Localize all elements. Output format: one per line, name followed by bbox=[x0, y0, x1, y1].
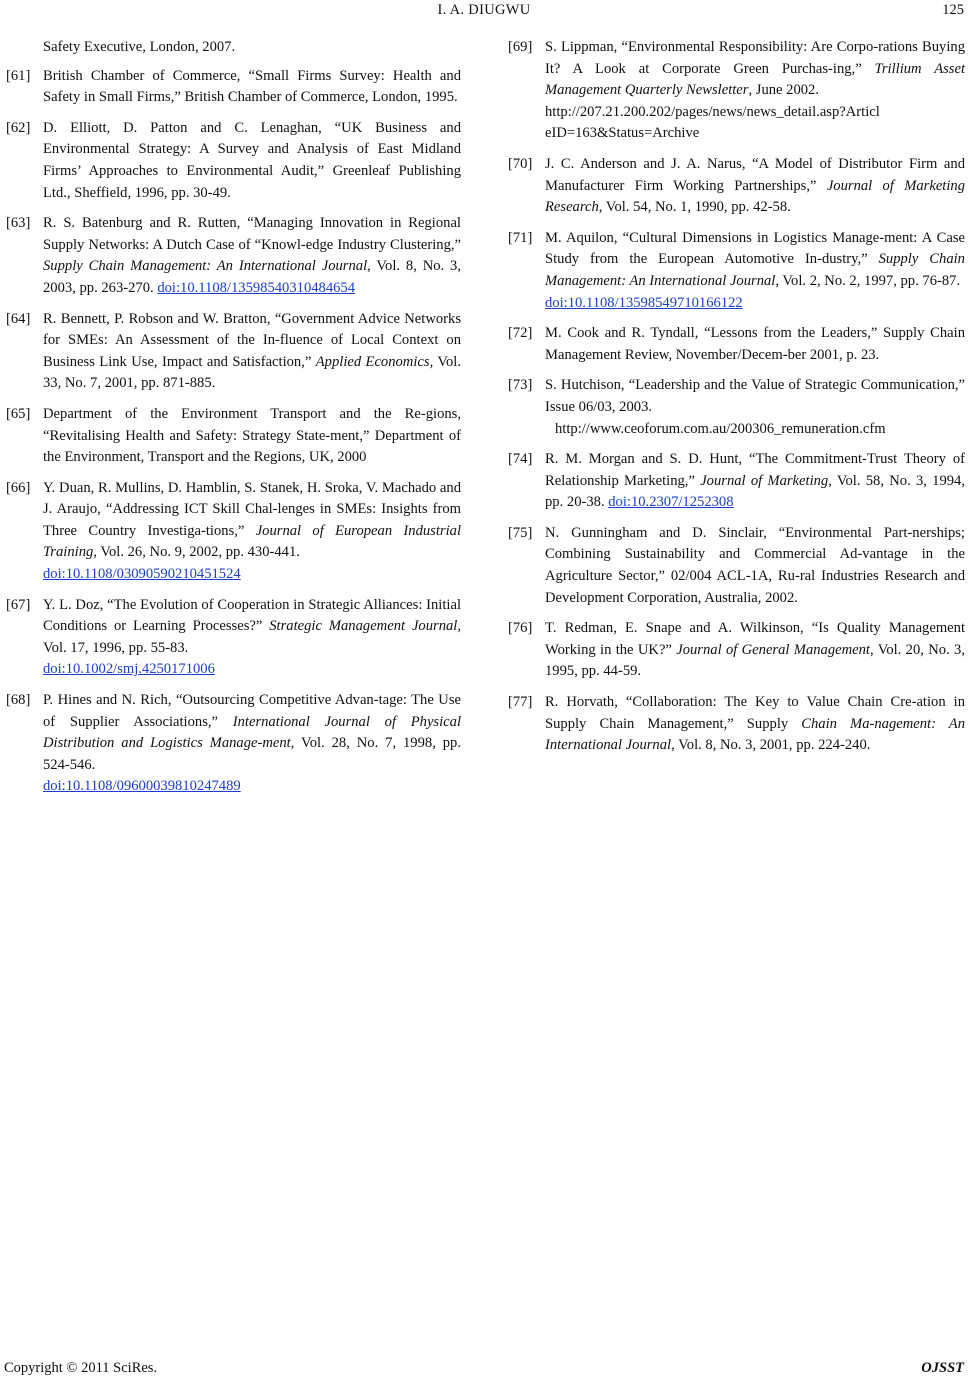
reference-body: S. Hutchison, “Leadership and the Value of Strategic Communication,” Issue 06/03, 2003. bbox=[545, 377, 965, 415]
reference-authors-title: Y. Duan, R. Mullins, D. Hamblin, S. Stanek, H. Sroka, V. Machado and J. Araujo, “Addressing ICT Skill Chal-lenges in SMEs: Insights from Three Country Investiga-tions,” bbox=[43, 479, 461, 539]
reference-item bbox=[508, 323, 965, 366]
doi-link[interactable]: doi:10.1108/13598549710166122 bbox=[545, 294, 743, 311]
reference-body: N. Gunningham and D. Sinclair, “Environmental Part-nerships; Combining Sustainability and Commercial Ad-vantage in the Agriculture Sector,” 02/004 ACL-1A, Ru-ral Industries Research and Development Corporation, Australia, 2002. bbox=[545, 524, 965, 606]
reference-journal: Chain Ma-nagement: An International Journal bbox=[545, 715, 965, 754]
reference-journal: Applied Economics bbox=[315, 353, 430, 370]
reference-item bbox=[508, 375, 965, 440]
reference-text bbox=[545, 323, 965, 366]
reference-journal: Journal of General Management bbox=[676, 641, 870, 658]
reference-details: , Vol. 58, No. 3, 1994, pp. 20-38. bbox=[545, 472, 965, 511]
reference-authors-title: S. Lippman, “Environmental Responsibility: Are Corpo-rations Buying It? A Look at Corporate Green Purchas-ing,” bbox=[545, 39, 965, 77]
reference-journal: International Journal of Physical Distribution and Logistics Manage-ment bbox=[43, 713, 461, 752]
reference-number: [74] bbox=[508, 451, 533, 468]
reference-details: , Vol. 26, No. 9, 2002, pp. 430-441. bbox=[93, 544, 300, 561]
reference-details: , Vol. 33, No. 7, 2001, pp. 871-885. bbox=[43, 353, 461, 392]
reference-text bbox=[545, 154, 965, 219]
reference-item bbox=[6, 478, 461, 586]
reference-item bbox=[6, 118, 461, 204]
reference-authors-title: R. M. Morgan and S. D. Hunt, “The Commitment-Trust Theory of Relationship Marketing,” bbox=[545, 451, 965, 489]
reference-item bbox=[508, 37, 965, 145]
reference-number: [69] bbox=[508, 39, 533, 55]
reference-authors-title: R. Horvath, “Collaboration: The Key to Value Chain Cre-ation in Supply Chain Management,” Supply bbox=[545, 694, 965, 732]
right-column bbox=[508, 37, 965, 766]
reference-number: [64] bbox=[6, 310, 31, 327]
reference-body: D. Elliott, D. Patton and C. Lenaghan, “UK Business and Environmental Strategy: A Survey and Analysis of East Midland Firms’ Approaches to Environmental Audit,” Greenleaf Publishing Ltd., Sheffield, 1996, pp. 30-49. bbox=[43, 119, 461, 201]
reference-item bbox=[508, 618, 965, 683]
reference-item bbox=[508, 692, 965, 757]
reference-details: , June 2002. bbox=[748, 82, 820, 99]
page-footer bbox=[0, 1360, 968, 1380]
reference-journal: Journal of Marketing Research bbox=[545, 177, 965, 216]
reference-item bbox=[508, 523, 965, 609]
reference-details: , Vol. 20, No. 3, 1995, pp. 44-59. bbox=[545, 641, 966, 680]
reference-text bbox=[43, 478, 461, 586]
reference-number: [63] bbox=[6, 215, 31, 232]
reference-journal: Journal of Marketing bbox=[700, 472, 829, 489]
reference-text bbox=[545, 449, 965, 514]
reference-number: [67] bbox=[6, 596, 31, 613]
reference-url[interactable]: http://207.21.200.202/pages/news/news_detail.asp?Articl bbox=[545, 103, 880, 120]
reference-text bbox=[43, 118, 461, 204]
reference-number: [62] bbox=[6, 119, 31, 136]
reference-number: [76] bbox=[508, 620, 533, 637]
reference-details: , Vol. 28, No. 7, 1998, pp. 524-546. bbox=[43, 735, 461, 773]
reference-body: Department of the Environment Transport and the Re-gions, “Revitalising Health and Safety: Strategy State-ment,” Department of the Environment, Transport and the Regions, UK, 2000 bbox=[43, 405, 461, 466]
reference-text bbox=[43, 404, 461, 469]
copyright-notice: Copyright © 2011 SciRes. bbox=[4, 1360, 158, 1376]
reference-authors-title: T. Redman, E. Snape and A. Wilkinson, “Is Quality Management Working in the UK?” bbox=[545, 620, 965, 658]
page-number: 125 bbox=[942, 2, 964, 18]
reference-authors-title: Y. L. Doz, “The Evolution of Cooperation in Strategic Alliances: Initial Conditions or Learning Processes?” bbox=[43, 596, 461, 635]
reference-details: , Vol. 54, No. 1, 1990, pp. 42-58. bbox=[598, 199, 791, 216]
doi-link[interactable]: doi:10.2307/1252308 bbox=[608, 494, 734, 511]
reference-authors-title: M. Aquilon, “Cultural Dimensions in Logistics Manage-ment: A Case Study from the European Automotive In-dustry,” bbox=[545, 229, 965, 268]
reference-journal: Strategic Management Journal bbox=[269, 618, 458, 635]
running-header-author: I. A. DIUGWU bbox=[437, 2, 531, 18]
reference-text bbox=[545, 618, 965, 683]
reference-number: [75] bbox=[508, 524, 533, 541]
reference-body: M. Cook and R. Tyndall, “Lessons from the Leaders,” Supply Chain Management Review, November/Decem-ber 2001, p. 23. bbox=[545, 325, 965, 363]
reference-text bbox=[43, 213, 461, 299]
reference-text bbox=[545, 228, 965, 314]
reference-details: , Vol. 8, No. 3, 2003, pp. 263-270. bbox=[43, 258, 461, 296]
reference-details: , Vol. 2, No. 2, 1997, pp. 76-87. bbox=[775, 272, 961, 289]
reference-authors-title: P. Hines and N. Rich, “Outsourcing Competitive Advan-tage: The Use of Supplier Associations,” bbox=[43, 692, 461, 730]
reference-number: [77] bbox=[508, 694, 533, 711]
reference-number: [65] bbox=[6, 405, 31, 422]
reference-number: [66] bbox=[6, 479, 31, 496]
reference-journal: Journal of European Industrial Training bbox=[43, 522, 462, 561]
right-reference-list bbox=[508, 37, 965, 757]
reference-item bbox=[508, 449, 965, 514]
doi-link[interactable]: doi:10.1108/03090590210451524 bbox=[43, 566, 241, 583]
reference-item bbox=[6, 595, 461, 681]
reference-url[interactable]: http://www.ceoforum.com.au/200306_remuneration.cfm bbox=[555, 420, 886, 437]
reference-continuation: Safety Executive, London, 2007. bbox=[43, 39, 236, 55]
left-column bbox=[6, 37, 461, 807]
reference-journal: Trillium Asset Management Quarterly Newsletter bbox=[545, 60, 965, 99]
left-reference-list bbox=[6, 66, 461, 798]
reference-authors-title: R. S. Batenburg and R. Rutten, “Managing Innovation in Regional Supply Networks: A Dutch Case of “Knowl-edge Industry Clustering,” bbox=[43, 215, 461, 253]
reference-text bbox=[545, 523, 965, 609]
journal-abbreviation: OJSST bbox=[921, 1360, 964, 1376]
reference-item bbox=[508, 154, 965, 219]
reference-body: British Chamber of Commerce, “Small Firms Survey: Health and Safety in Small Firms,” British Chamber of Commerce, London, 1995. bbox=[43, 67, 461, 106]
reference-item bbox=[6, 213, 461, 299]
reference-text bbox=[43, 690, 461, 798]
reference-authors-title: J. C. Anderson and J. A. Narus, “A Model of Distributor Firm and Manufacturer Firm Working Partnerships,” bbox=[545, 155, 965, 194]
reference-item bbox=[6, 66, 461, 109]
reference-text bbox=[545, 37, 965, 102]
doi-link[interactable]: doi:10.1108/13598540310484654 bbox=[157, 279, 356, 296]
reference-text bbox=[43, 595, 461, 681]
reference-number: [71] bbox=[508, 229, 533, 246]
reference-url-continued[interactable]: eID=163&Status=Archive bbox=[545, 125, 700, 142]
reference-number: [61] bbox=[6, 67, 31, 84]
doi-link[interactable]: doi:10.1108/09600039810247489 bbox=[43, 778, 241, 795]
reference-text bbox=[545, 375, 965, 418]
reference-text bbox=[43, 309, 461, 395]
reference-authors-title: R. Bennett, P. Robson and W. Bratton, “Government Advice Networks for SMEs: An Assessment of the In-fluence of Local Context on Business Link Use, Impact and Satisfaction,” bbox=[43, 310, 461, 370]
reference-journal: Supply Chain Management: An International Journal bbox=[545, 251, 965, 289]
reference-number: [72] bbox=[508, 325, 533, 342]
reference-text bbox=[545, 692, 965, 757]
running-header bbox=[0, 0, 968, 22]
reference-details: , Vol. 8, No. 3, 2001, pp. 224-240. bbox=[671, 737, 871, 754]
reference-number: [73] bbox=[508, 377, 533, 394]
reference-item bbox=[508, 228, 965, 314]
reference-number: [70] bbox=[508, 155, 533, 172]
reference-text bbox=[43, 66, 461, 109]
reference-item bbox=[6, 404, 461, 469]
reference-journal: Supply Chain Management: An International Journal bbox=[43, 258, 368, 275]
reference-item bbox=[6, 690, 461, 798]
reference-details: , Vol. 17, 1996, pp. 55-83. bbox=[43, 618, 462, 656]
reference-number: [68] bbox=[6, 692, 31, 709]
doi-link[interactable]: doi:10.1002/smj.4250171006 bbox=[43, 661, 215, 678]
reference-item bbox=[6, 309, 461, 395]
